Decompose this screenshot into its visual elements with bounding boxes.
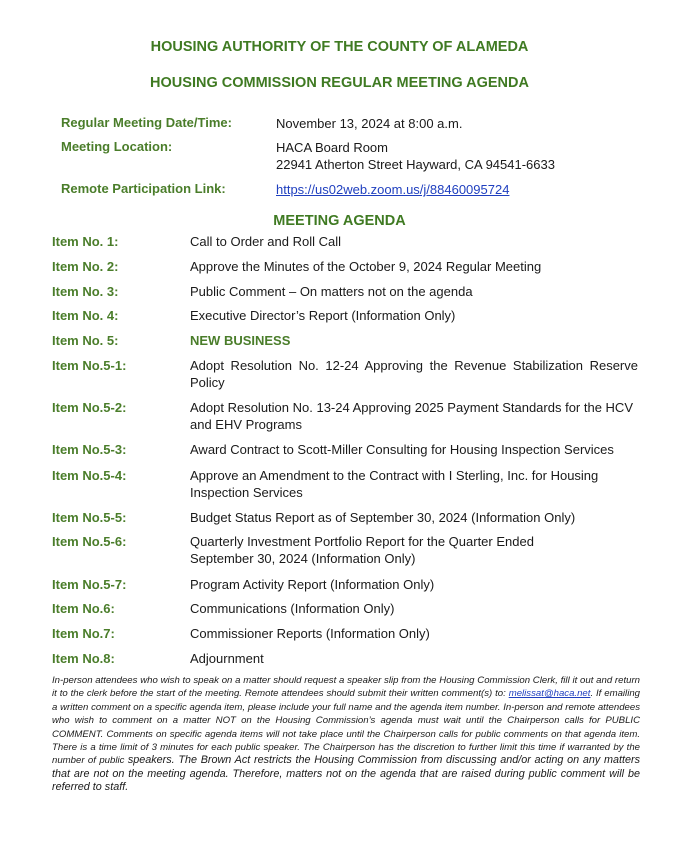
location-line1: HACA Board Room xyxy=(276,140,388,155)
item-number: Item No. 4: xyxy=(52,308,119,323)
remote-participation-link[interactable]: https://us02web.zoom.us/j/88460095724 xyxy=(276,182,510,197)
item-number: Item No.5-5: xyxy=(52,510,127,525)
item-text: Communications (Information Only) xyxy=(190,601,395,616)
clerk-email-link[interactable]: melissat@haca.net xyxy=(508,688,591,700)
new-business-heading: NEW BUSINESS xyxy=(190,333,291,348)
org-title: HOUSING AUTHORITY OF THE COUNTY OF ALAMEDA xyxy=(150,39,529,55)
item-text: Adjournment xyxy=(190,651,264,666)
item-text: Award Contract to Scott-Miller Consulting for Housing Inspection Services xyxy=(190,442,614,457)
item-number: Item No.5-7: xyxy=(52,577,127,592)
item-text: Commissioner Reports (Information Only) xyxy=(190,626,430,641)
item-text: Call to Order and Roll Call xyxy=(190,234,342,249)
item-number: Item No. 5: xyxy=(52,333,119,348)
item-text: Executive Director’s Report (Information Only) xyxy=(190,308,456,323)
item-number: Item No.5-2: xyxy=(52,400,127,415)
item-text: Approve an Amendment to the Contract with I Sterling, Inc. for Housing Inspection Services xyxy=(190,468,599,500)
item-number: Item No.7: xyxy=(52,626,115,641)
item-text: Public Comment – On matters not on the agenda xyxy=(190,284,473,299)
date-value: November 13, 2024 at 8:00 a.m. xyxy=(276,116,463,131)
location-value xyxy=(276,139,555,173)
item-number: Item No.6: xyxy=(52,601,115,616)
item-text: Quarterly Investment Portfolio Report for the Quarter Ended September 30, 2024 (Information Only) xyxy=(190,534,534,566)
item-number: Item No.8: xyxy=(52,651,115,666)
item-text: Budget Status Report as of September 30, 2024 (Information Only) xyxy=(190,510,576,525)
item-number: Item No. 1: xyxy=(52,234,119,249)
public-comment-notice xyxy=(52,674,640,795)
brown-act-text: speakers. The Brown Act restricts the Housing Commission from discussing and/or acting on any matters that are not on the meeting agenda. Therefore, matters not on the agenda that are raised during public comment will be referred to staff. xyxy=(52,754,640,794)
doc-title: HOUSING COMMISSION REGULAR MEETING AGENDA xyxy=(150,75,529,91)
item-number: Item No.5-4: xyxy=(52,468,127,483)
item-number: Item No.5-1: xyxy=(52,358,127,373)
item-number: Item No. 3: xyxy=(52,284,119,299)
date-label: Regular Meeting Date/Time: xyxy=(61,115,232,130)
item-text: Adopt Resolution No. 13-24 Approving 2025 Payment Standards for the HCV and EHV Programs xyxy=(190,400,633,432)
item-number: Item No. 2: xyxy=(52,259,119,274)
location-label: Meeting Location: xyxy=(61,139,173,154)
remote-label: Remote Participation Link: xyxy=(61,181,226,196)
item-text: Approve the Minutes of the October 9, 2024 Regular Meeting xyxy=(190,259,542,274)
agenda-heading: MEETING AGENDA xyxy=(273,213,406,229)
item-text: Adopt Resolution No. 12-24 Approving the Revenue Stabilization Reserve Policy xyxy=(190,358,638,390)
notice-text: In-person attendees who wish to speak on a matter should request a speaker slip from the Housing Commission Clerk, fill it out and return it to the clerk before the start of the meeting. Remote attendees should submit their written comment(s) to: xyxy=(52,675,640,700)
item-number: Item No.5-6: xyxy=(52,534,127,549)
item-number: Item No.5-3: xyxy=(52,442,127,457)
location-line2: 22941 Atherton Street Hayward, CA 94541-6633 xyxy=(276,157,555,172)
item-text: Program Activity Report (Information Only) xyxy=(190,577,435,592)
notice-text: . If emailing a written comment on a specific agenda item, please include your full name and the agenda item number. In-person and remote attendees who wish to comment on a matter NOT on the Housing Commission’s agenda must wait until the Chairperson calls for PUBLIC COMMENT. Comments on specific agenda items will not take place until the Chairperson calls for public comments on that agenda item. There is a time limit of 3 minutes for each public speaker. The Chairperson has the discretion to further limit this time if warranted by the number of public xyxy=(52,688,640,767)
